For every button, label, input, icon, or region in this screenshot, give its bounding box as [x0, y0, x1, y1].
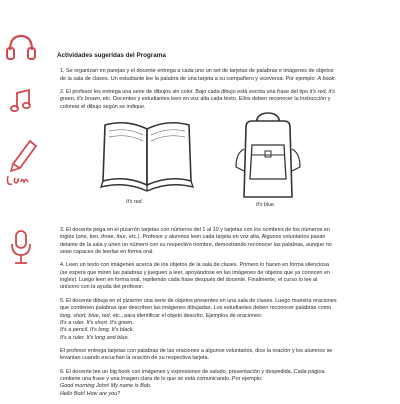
document-body [56, 52, 338, 404]
example-sentence: Good morning John! My name is Bob. [60, 383, 152, 390]
pencil-jam-icon [2, 138, 42, 190]
headphones-icon [4, 30, 38, 64]
example-sentence: It's a ruler. It's long and blue. [60, 334, 129, 341]
activity-6: 6. El docente lee un big book con imágenes y expresiones de saludo, presentación y despedida. Cada página contiene una frase y una imagen clara de lo que se está comunicando. Por ejemplo: Good morning John! My name is Bob. Hello Bob! How are you? [60, 369, 338, 398]
coloring-figures [56, 115, 338, 221]
example-sentence: Hello Bob! How are you? [60, 390, 121, 397]
activity-2: 2. El profesor les entrega una serie de dibujos sin color. Bajo cada dibujo está escrita una frase del tipo it's red, it's green, it's brown, etc. Docentes y estudiantes leen en voz alta cada texto. Ellos deben reconocer la instrucción y colorear el dibujo según se indique. [60, 89, 336, 110]
backpack-icon [228, 109, 308, 205]
activity-4: 4. Leen un texto con imágenes acerca de los objetos de la sala de clases. Primero lo hacen en forma silenciosa (se espera que miren las palabras y jueguen a leer, apoyándose en las imágenes de objetos que ya conocen en inglés). Luego leen en forma oral, repitiendo cada frase después del docente. Finalmente, el curso lo lee al unísono con la ayuda del profesor. [60, 262, 330, 291]
decorative-margin [0, 0, 44, 400]
activity-3: 3. El docente pega en el pizarrón tarjetas con números del 1 al 10 y tarjetas con los nombres de los números en inglés (one, two, three, four, etc.). Profesor y alumnos leen cada tarjeta en voz alta. Algunos voluntarios pasan delante de la sala y unen un número con su respectivo nombre, demostrando reconocer las palabras, aunque no sean capaces de leerlas en forma oral. [60, 227, 332, 256]
example-sentence: It's a pencil. It's long. It's black. [60, 327, 135, 334]
bag-caption: It's blue. [256, 202, 276, 209]
page-title: Actividades sugeridas del Programa [57, 52, 166, 59]
microphone-icon [8, 228, 36, 268]
example-sentence: It's a ruler. It's short. It's green. [60, 319, 134, 326]
activity-5: 5. El docente dibuja en el pizarrón una serie de objetos presentes en una sala de clases. Luego muestra oraciones que contienen palabras que describen las imágenes dibujadas. Los estudiantes deben reconocer palabras como long, short, blue, red, etc., para identificar el objeto descrito. Ejemplos de oraciones: It's a ruler. It's short. It's green. It's a pencil. It's long. It's black. It's a ruler. It's long and blue. [60, 297, 337, 341]
open-book-icon [99, 115, 195, 195]
activity-1: 1. Se organizan en parejas y el docente entrega a cada uno un set de tarjetas de palabras e imágenes de objetos de la sala de clases. Un estudiante lee la palabra de una tarjeta a su compañero y viceversa. Por ejemplo: A book. [60, 68, 336, 82]
activity-5-followup: El profesor entrega tarjetas con palabras de las oraciones a algunos voluntarios, dice la oración y los alumnos se levantan cuando escuchan la oración de su respectiva tarjeta. [60, 347, 333, 362]
musical-note-icon [8, 88, 34, 114]
book-caption: It's red. [126, 199, 143, 206]
